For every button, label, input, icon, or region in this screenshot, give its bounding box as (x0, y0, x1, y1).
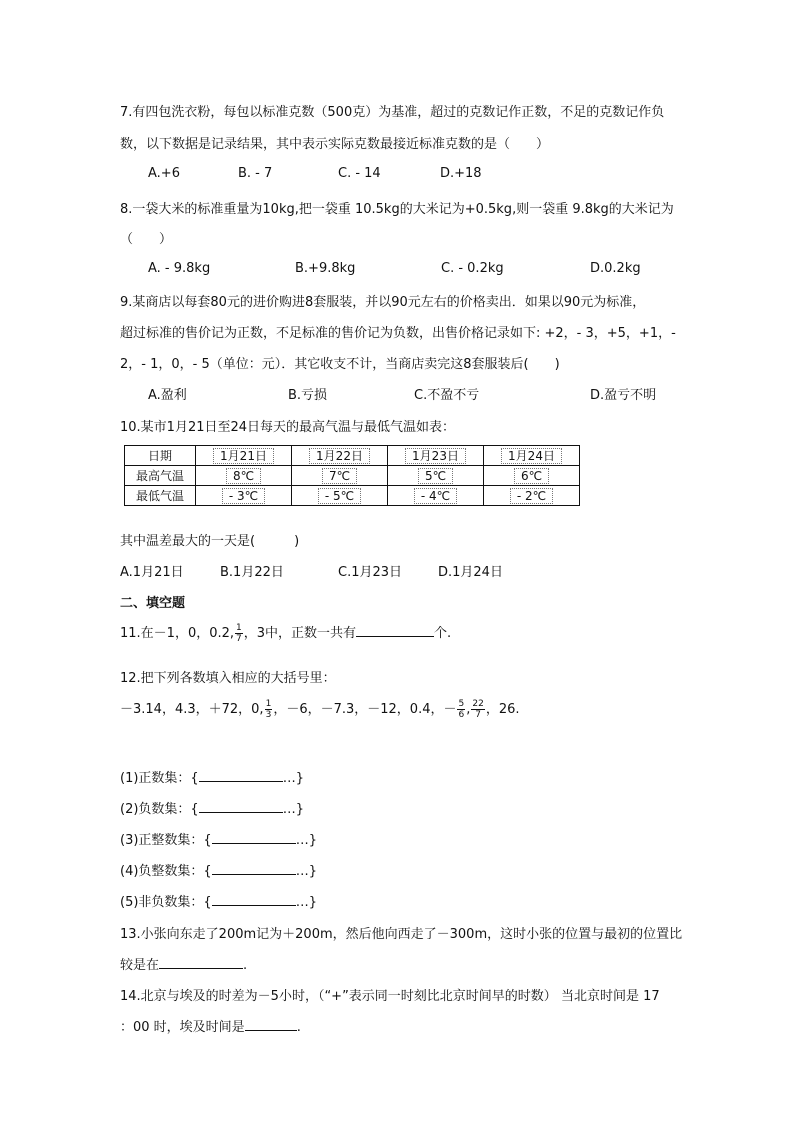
table-row-label: 最高气温 (125, 466, 196, 486)
table-header-cell: 1月22日 (292, 446, 388, 466)
q9-option-d: D.盈亏不明 (590, 388, 657, 403)
set-answer-blank[interactable] (199, 768, 283, 782)
q10-question: 其中温差最大的一天是( ) (120, 534, 300, 549)
q14-line2: ：00 时，埃及时间是 . (120, 1016, 301, 1035)
q10-line1: 10.某市1月21日至24日每天的最高气温与最低气温如表： (120, 420, 456, 435)
q8-option-b: B.+9.8kg (295, 261, 356, 276)
set-answer-blank[interactable] (212, 861, 296, 875)
q12-set-positive-integer: (3)正整数集：{ …} (120, 829, 317, 848)
table-row (125, 486, 580, 506)
q10-option-d: D.1月24日 (438, 565, 503, 580)
q7-option-d: D.+18 (440, 166, 482, 181)
fraction-1-7: $\frac{1}{7}$ (236, 623, 242, 644)
q8-option-c: C. - 0.2kg (441, 261, 504, 276)
q7-options (148, 166, 708, 182)
table-cell: - 5℃ (292, 486, 388, 506)
set-answer-blank[interactable] (199, 799, 283, 813)
q13-line2: 较是在 . (120, 954, 247, 973)
table-header-cell: 1月21日 (196, 446, 292, 466)
q12-set-negative: (2)负数集：{ …} (120, 798, 304, 817)
q10-option-b: B.1月22日 (220, 565, 284, 580)
fraction-22-7: $\frac{22}{7}$ (472, 699, 484, 720)
q10-options (120, 561, 680, 580)
q12-nums-c: ，26. (485, 702, 520, 717)
table-cell: - 3℃ (196, 486, 292, 506)
q12-set-negative-integer: (4)负整数集：{ …} (120, 860, 317, 879)
q14-answer-blank[interactable] (245, 1017, 297, 1031)
table-cell: 7℃ (292, 466, 388, 486)
table-header-cell: 1月24日 (484, 446, 580, 466)
q9-option-c: C.不盈不亏 (414, 388, 480, 403)
section-heading: 二、填空题 (120, 596, 186, 611)
table-cell: - 2℃ (484, 486, 580, 506)
q12-line1: 12.把下列各数填入相应的大括号里： (120, 671, 336, 686)
q8-option-d: D.0.2kg (590, 261, 641, 276)
table-row (125, 466, 580, 486)
table-header-cell: 1月23日 (388, 446, 484, 466)
table-cell: 5℃ (388, 466, 484, 486)
q7-option-a: A.+6 (148, 166, 180, 181)
temperature-table (124, 445, 580, 506)
q7-line1: 7.有四包洗衣粉，每包以标准克数（500克）为基准，超过的克数记作正数，不足的克数记作负 (120, 105, 665, 120)
q10-option-c: C.1月23日 (338, 565, 403, 580)
q11-line (120, 622, 451, 644)
table-header-row (125, 446, 580, 466)
q11-suffix: ，3中，正数一共有 (243, 626, 357, 641)
table-cell: 8℃ (196, 466, 292, 486)
q8-line1: 8.一袋大米的标准重量为10kg,把一袋重 10.5kg的大米记为+0.5kg,则一袋重 9.8kg的大米记为 (120, 202, 674, 217)
q9-options (148, 384, 708, 403)
q12-comma: , (466, 702, 471, 717)
q11-answer-blank[interactable] (356, 623, 434, 637)
q12-set-positive: (1)正数集：{ …} (120, 767, 304, 786)
table-header-cell: 日期 (125, 446, 196, 466)
q8-option-a: A. - 9.8kg (148, 261, 211, 276)
q14-line1: 14.北京与埃及的时差为－5小时，（“+”表示同一时刻比北京时间早的时数） 当北京时间是 17 (120, 989, 660, 1004)
q11-prefix: 11.在－1，0，0.2, (120, 626, 235, 641)
q9-line1: 9.某商店以每套80元的进价购进8套服装，并以90元左右的价格卖出．如果以90元为标准， (120, 295, 646, 310)
q12-nums-a: －3.14，4.3，＋72，0, (120, 702, 264, 717)
q9-line2: 超过标准的售价记为正数，不足标准的售价记为负数，出售价格记录如下: +2，- 3，+5，+1，- (120, 326, 676, 341)
q12-numbers (120, 698, 520, 720)
set-answer-blank[interactable] (212, 892, 296, 906)
q10-option-a: A.1月21日 (120, 565, 184, 580)
q9-line3: 2，- 1，0，- 5（单位：元）．其它收支不计，当商店卖完这8套服装后( ) (120, 357, 560, 372)
fraction-1-3: $\frac{1}{3}$ (265, 699, 272, 720)
set-answer-blank[interactable] (212, 830, 296, 844)
q8-options (148, 261, 708, 277)
q12-set-non-negative: (5)非负数集：{ …} (120, 891, 317, 910)
q9-option-b: B.亏损 (288, 388, 328, 403)
fraction-5-6: $\frac{5}{6}$ (458, 699, 465, 720)
q11-end: 个. (434, 626, 452, 641)
q13-answer-blank[interactable] (159, 955, 243, 969)
q7-line2: 数，以下数据是记录结果，其中表示实际克数最接近标准克数的是（ ） (120, 137, 550, 152)
table-cell: - 4℃ (388, 486, 484, 506)
q9-option-a: A.盈利 (148, 388, 187, 403)
q12-nums-b: ，－6，－7.3，－12，0.4，－ (273, 702, 457, 717)
table-cell: 6℃ (484, 466, 580, 486)
q7-option-c: C. - 14 (338, 166, 381, 181)
q7-option-b: B. - 7 (238, 166, 273, 181)
table-row-label: 最低气温 (125, 486, 196, 506)
q8-line2: （ ） (120, 232, 173, 247)
q13-line1: 13.小张向东走了200m记为＋200m，然后他向西走了－300m，这时小张的位置与最初的位置比 (120, 927, 683, 942)
